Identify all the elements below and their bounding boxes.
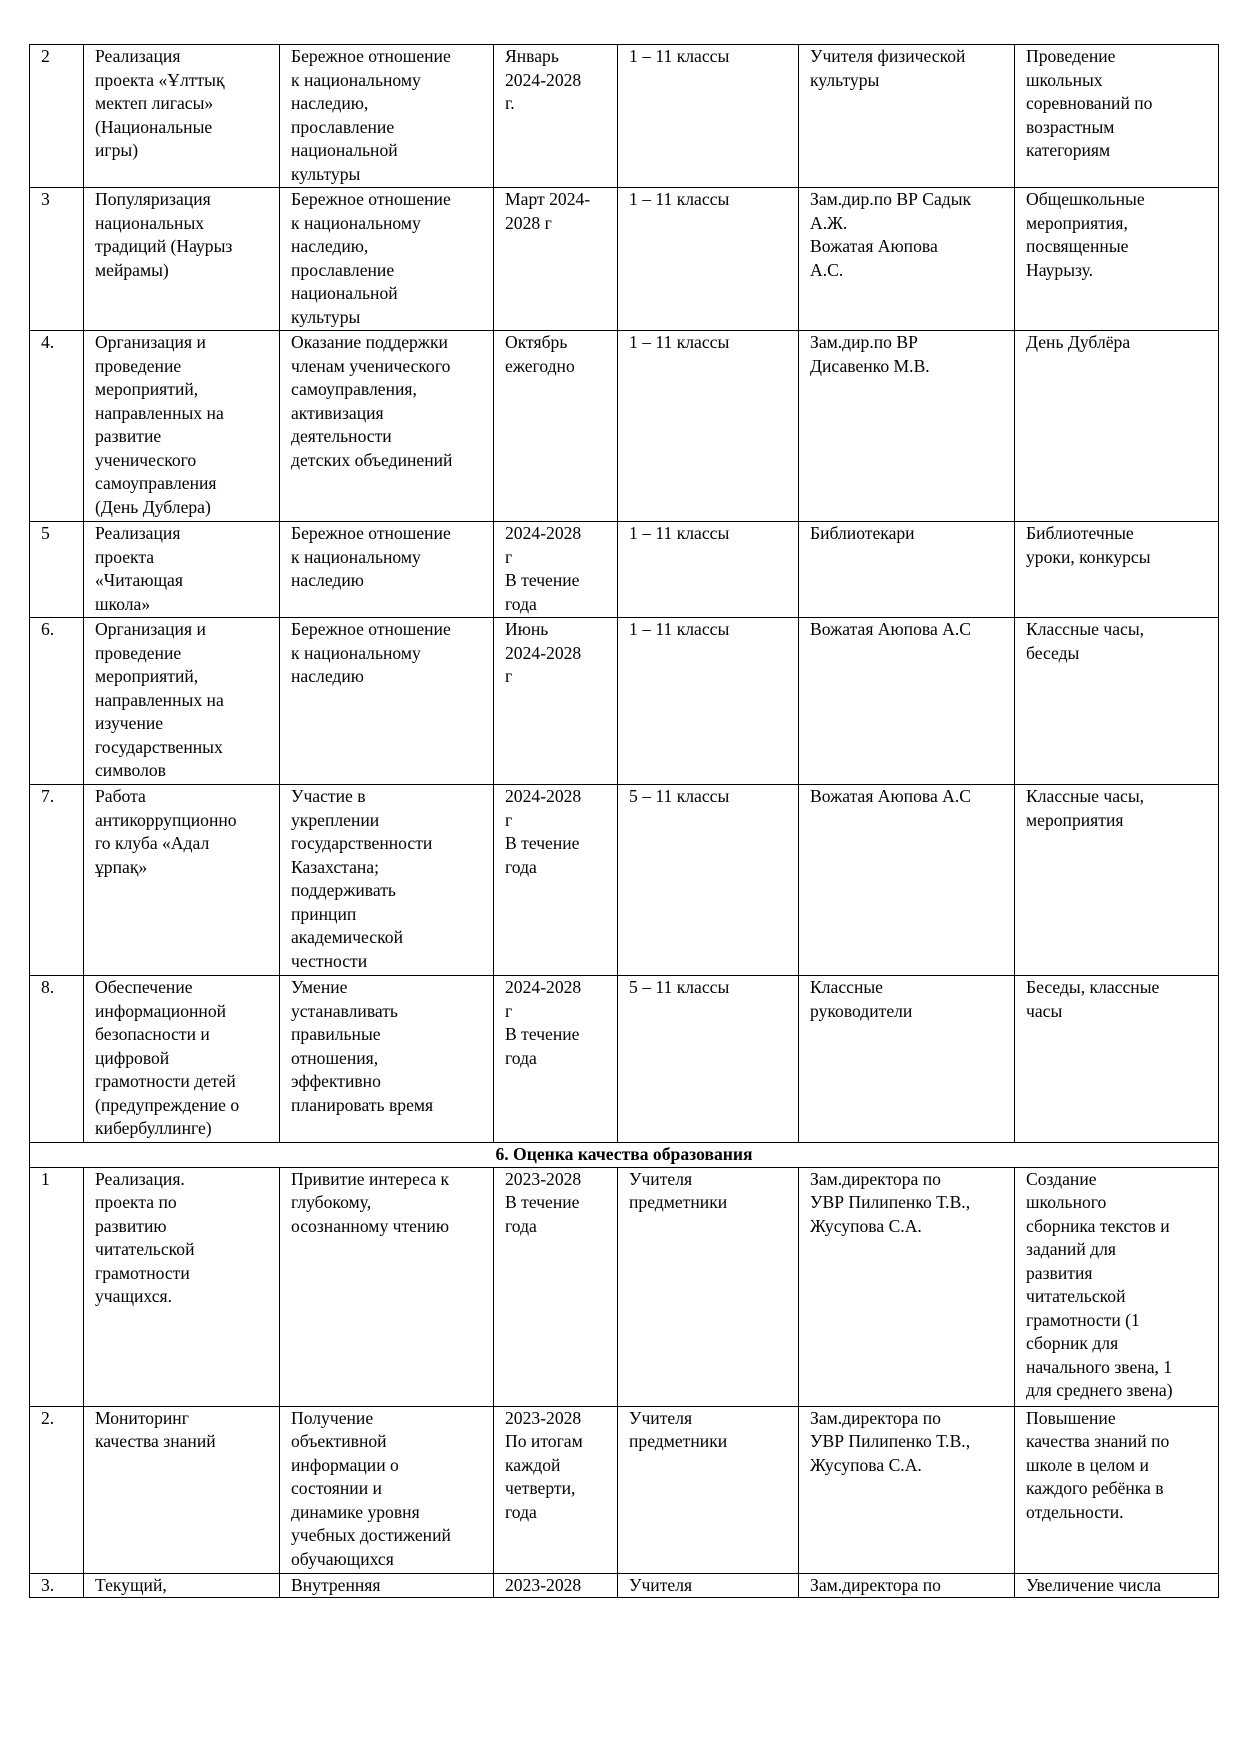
cell-activity: Реализация. проекта по развитию читательской грамотности учащихся. xyxy=(84,1167,280,1406)
cell-activity: Организация и проведение мероприятий, направленных на развитие ученического самоуправления (День Дублера) xyxy=(84,331,280,522)
cell-target: 1 – 11 классы xyxy=(618,45,799,188)
cell-activity: Реализация проекта «Ұлттық мектеп лигасы» (Национальные игры) xyxy=(84,45,280,188)
cell-result: Беседы, классные часы xyxy=(1015,976,1219,1143)
cell-goal: Получение объективной информации о состоянии и динамике уровня учебных достижений обучающихся xyxy=(280,1406,494,1573)
cell-result: Создание школьного сборника текстов и заданий для развития читательской грамотности (1 сборник для начального звена, 1 для среднего звена) xyxy=(1015,1167,1219,1406)
table-row xyxy=(30,45,1219,188)
cell-num: 3 xyxy=(30,188,84,331)
cell-activity: Реализация проекта «Читающая школа» xyxy=(84,522,280,618)
cell-target: 1 – 11 классы xyxy=(618,618,799,785)
cell-target: Учителя предметники xyxy=(618,1167,799,1406)
cell-goal: Бережное отношение к национальному наследию xyxy=(280,618,494,785)
cell-responsible: Библиотекари xyxy=(799,522,1015,618)
cell-num: 2 xyxy=(30,45,84,188)
cell-num: 7. xyxy=(30,785,84,976)
cell-goal: Бережное отношение к национальному наследию, прославление национальной культуры xyxy=(280,45,494,188)
cell-result: Повышение качества знаний по школе в целом и каждого ребёнка в отдельности. xyxy=(1015,1406,1219,1573)
cell-period: Октябрь ежегодно xyxy=(494,331,618,522)
cell-activity: Текущий, xyxy=(84,1573,280,1598)
cell-responsible: Вожатая Аюпова А.С xyxy=(799,785,1015,976)
cell-responsible: Зам.дир.по ВР Садык А.Ж. Вожатая Аюпова А.С. xyxy=(799,188,1015,331)
plan-table xyxy=(29,44,1219,1598)
cell-result: Классные часы, беседы xyxy=(1015,618,1219,785)
cell-activity: Мониторинг качества знаний xyxy=(84,1406,280,1573)
table-row xyxy=(30,1573,1219,1598)
cell-num: 5 xyxy=(30,522,84,618)
cell-period: Январь 2024-2028 г. xyxy=(494,45,618,188)
cell-activity: Работа антикоррупционно го клуба «Адал ұрпақ» xyxy=(84,785,280,976)
table-row xyxy=(30,522,1219,618)
cell-period: 2023-2028 xyxy=(494,1573,618,1598)
cell-target: Учителя предметники xyxy=(618,1406,799,1573)
cell-goal: Привитие интереса к глубокому, осознанному чтению xyxy=(280,1167,494,1406)
table-row xyxy=(30,1406,1219,1573)
cell-target: 1 – 11 классы xyxy=(618,188,799,331)
cell-num: 6. xyxy=(30,618,84,785)
cell-goal: Внутренняя xyxy=(280,1573,494,1598)
table-row xyxy=(30,976,1219,1143)
cell-target: 5 – 11 классы xyxy=(618,976,799,1143)
cell-period: 2023-2028 По итогам каждой четверти, года xyxy=(494,1406,618,1573)
cell-responsible: Зам.дир.по ВР Дисавенко М.В. xyxy=(799,331,1015,522)
cell-target: 5 – 11 классы xyxy=(618,785,799,976)
table-row xyxy=(30,618,1219,785)
cell-activity: Обеспечение информационной безопасности и цифровой грамотности детей (предупреждение о кибербуллинге) xyxy=(84,976,280,1143)
cell-result: Классные часы, мероприятия xyxy=(1015,785,1219,976)
cell-num: 2. xyxy=(30,1406,84,1573)
cell-result: Проведение школьных соревнований по возрастным категориям xyxy=(1015,45,1219,188)
cell-period: 2024-2028 г В течение года xyxy=(494,522,618,618)
cell-target: 1 – 11 классы xyxy=(618,522,799,618)
cell-goal: Бережное отношение к национальному наследию, прославление национальной культуры xyxy=(280,188,494,331)
section-row xyxy=(30,1143,1219,1168)
cell-goal: Бережное отношение к национальному наследию xyxy=(280,522,494,618)
cell-period: Июнь 2024-2028 г xyxy=(494,618,618,785)
cell-result: Общешкольные мероприятия, посвященные Наурызу. xyxy=(1015,188,1219,331)
cell-target: 1 – 11 классы xyxy=(618,331,799,522)
table-row xyxy=(30,1167,1219,1406)
cell-num: 1 xyxy=(30,1167,84,1406)
cell-period: 2023-2028 В течение года xyxy=(494,1167,618,1406)
cell-responsible: Зам.директора по УВР Пилипенко Т.В., Жусупова С.А. xyxy=(799,1167,1015,1406)
cell-goal: Умение устанавливать правильные отношения, эффективно планировать время xyxy=(280,976,494,1143)
table-row xyxy=(30,785,1219,976)
cell-activity: Популяризация национальных традиций (Наурыз мейрамы) xyxy=(84,188,280,331)
cell-goal: Участие в укреплении государственности Казахстана; поддерживать принцип академической честности xyxy=(280,785,494,976)
cell-activity: Организация и проведение мероприятий, направленных на изучение государственных символов xyxy=(84,618,280,785)
table-row xyxy=(30,188,1219,331)
cell-num: 8. xyxy=(30,976,84,1143)
cell-period: 2024-2028 г В течение года xyxy=(494,785,618,976)
cell-period: 2024-2028 г В течение года xyxy=(494,976,618,1143)
table-row xyxy=(30,331,1219,522)
cell-responsible: Вожатая Аюпова А.С xyxy=(799,618,1015,785)
cell-result: День Дублёра xyxy=(1015,331,1219,522)
cell-responsible: Классные руководители xyxy=(799,976,1015,1143)
section-title: 6. Оценка качества образования xyxy=(30,1143,1219,1168)
cell-goal: Оказание поддержки членам ученического самоуправления, активизация деятельности детских объединений xyxy=(280,331,494,522)
cell-num: 3. xyxy=(30,1573,84,1598)
cell-target: Учителя xyxy=(618,1573,799,1598)
cell-responsible: Учителя физической культуры xyxy=(799,45,1015,188)
cell-responsible: Зам.директора по xyxy=(799,1573,1015,1598)
cell-period: Март 2024- 2028 г xyxy=(494,188,618,331)
cell-result: Библиотечные уроки, конкурсы xyxy=(1015,522,1219,618)
cell-num: 4. xyxy=(30,331,84,522)
cell-responsible: Зам.директора по УВР Пилипенко Т.В., Жусупова С.А. xyxy=(799,1406,1015,1573)
cell-result: Увеличение числа xyxy=(1015,1573,1219,1598)
